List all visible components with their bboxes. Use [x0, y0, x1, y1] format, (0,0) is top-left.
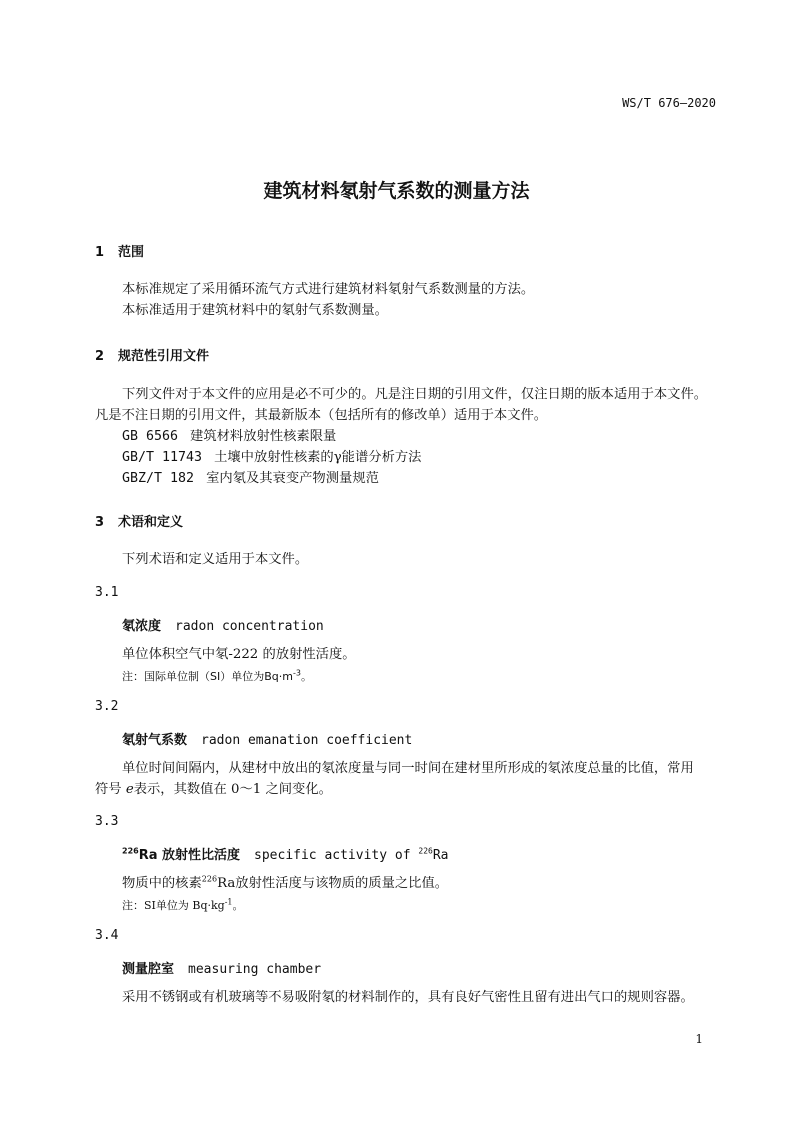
document-title: 建筑材料氡射气系数的测量方法 — [263, 180, 530, 202]
note-si-unit-2 — [122, 897, 244, 913]
section-1-heading — [95, 241, 144, 260]
term-radon-emanation-coefficient — [122, 729, 412, 748]
section-2-title: 规范性引用文件 — [118, 349, 210, 364]
term-measuring-chamber — [122, 958, 321, 977]
clause-3-2-number: 3.2 — [95, 699, 119, 714]
definition-text: 表示，其数值在 0～1 之间变化。 — [133, 782, 332, 797]
term-en: measuring chamber — [188, 962, 322, 977]
term-en: radon emanation coefficient — [201, 733, 413, 748]
note-end: 。 — [232, 899, 244, 912]
symbol-e: e — [125, 782, 134, 797]
reference-item — [122, 427, 336, 447]
term-en: radon concentration — [175, 619, 324, 634]
page-number: 1 — [695, 1032, 703, 1046]
clause-3-1-number: 3.1 — [95, 585, 119, 600]
note-si-unit-1 — [122, 668, 312, 684]
section-3-heading — [95, 511, 183, 530]
note-text: 注：国际单位制（SI）单位为Bq·m — [122, 670, 293, 683]
note-superscript: -1 — [224, 897, 233, 907]
definition-ra226-specific-activity: 物质中的核素$^{226}$Ra放射性活度与该物质的质量之比值。 — [122, 874, 449, 891]
isotope-mass-number: 226 — [122, 846, 139, 856]
reference-title: 建筑材料放射性核素限量 — [190, 429, 337, 444]
definition-text: 符号 — [95, 782, 126, 797]
reference-item — [122, 448, 421, 468]
reference-title: 土壤中放射性核素的γ能谱分析方法 — [214, 450, 422, 465]
reference-item — [122, 469, 379, 489]
section-2-paragraph-line-2: 凡是不注日期的引用文件，其最新版本（包括所有的修改单）适用于本文件。 — [95, 408, 548, 423]
note-text: 注：SI单位为 Bq·kg — [122, 899, 225, 912]
reference-code: GBZ/T 182 — [122, 471, 195, 486]
section-1-paragraph-2: 本标准适用于建筑材料中的氡射气系数测量。 — [122, 303, 388, 318]
term-cn: Ra 放射性比活度 — [138, 848, 241, 863]
section-1-paragraph-1: 本标准规定了采用循环流气方式进行建筑材料氡射气系数测量的方法。 — [122, 282, 535, 297]
term-radon-concentration — [122, 615, 324, 634]
term-en: specific activity of $^{226}$Ra — [254, 846, 449, 863]
clause-3-3-number: 3.3 — [95, 814, 119, 829]
term-ra226-specific-activity — [122, 844, 449, 863]
note-superscript: -3 — [292, 668, 301, 678]
definition-measuring-chamber: 采用不锈钢或有机玻璃等不易吸附氡的材料制作的，具有良好气密性且留有进出气口的规则容器。 — [122, 990, 694, 1005]
reference-code: GB/T 11743 — [122, 450, 203, 465]
definition-emanation-line-1: 单位时间间隔内，从建材中放出的氡浓度量与同一时间在建材里所形成的氡浓度总量的比值，常用 — [122, 761, 694, 776]
reference-title: 室内氡及其衰变产物测量规范 — [206, 471, 379, 486]
section-3-number: 3 — [95, 515, 105, 530]
standard-number: WS/T 676—2020 — [622, 96, 716, 110]
section-3-title: 术语和定义 — [118, 515, 184, 530]
section-2-heading — [95, 345, 209, 364]
definition-emanation-line-2 — [95, 780, 332, 800]
definition-radon-concentration: 单位体积空气中氡-222 的放射性活度。 — [122, 647, 356, 662]
term-cn: 测量腔室 — [122, 962, 175, 977]
section-3-intro: 下列术语和定义适用于本文件。 — [122, 552, 309, 567]
reference-code: GB 6566 — [122, 429, 179, 444]
term-cn: 氡浓度 — [122, 619, 162, 634]
note-end: 。 — [300, 670, 312, 683]
clause-3-4-number: 3.4 — [95, 928, 119, 943]
term-cn: 氡射气系数 — [122, 733, 188, 748]
section-1-number: 1 — [95, 245, 105, 260]
section-1-title: 范围 — [118, 245, 145, 260]
section-2-paragraph-line-1: 下列文件对于本文件的应用是必不可少的。凡是注日期的引用文件，仅注日期的版本适用于本文件。 — [122, 387, 708, 402]
section-2-number: 2 — [95, 349, 105, 364]
